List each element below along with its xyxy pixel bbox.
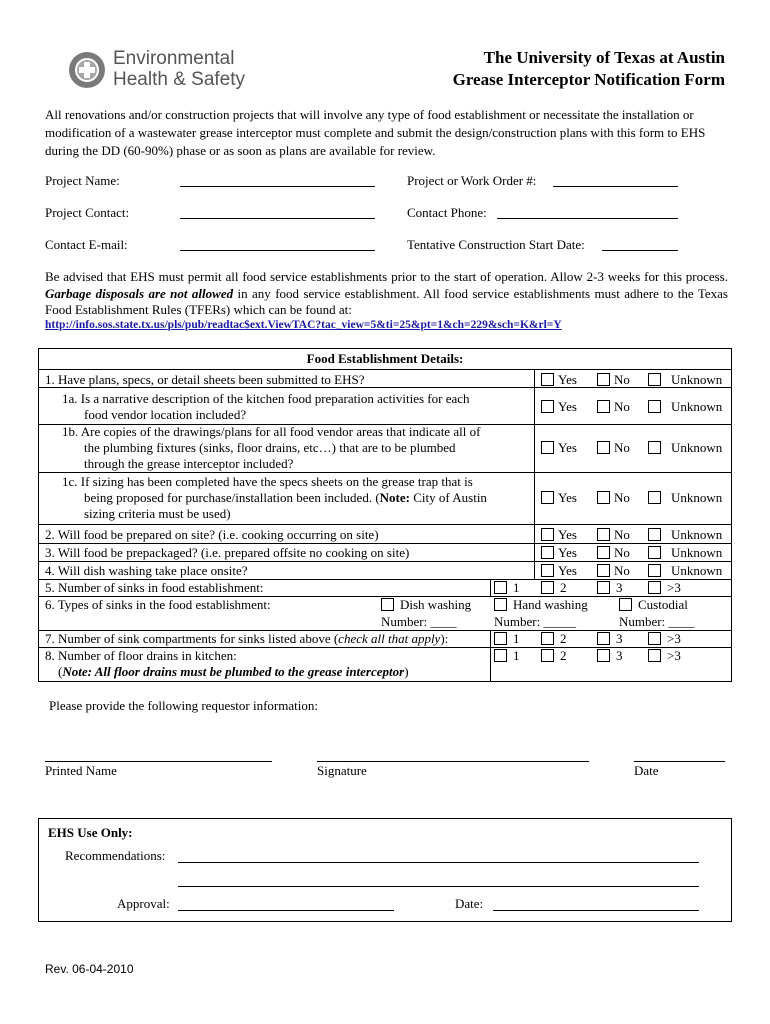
number-custodial[interactable]: Number: ____ bbox=[619, 614, 695, 629]
q3-unknown[interactable] bbox=[648, 545, 722, 561]
q5-opt-gt3[interactable] bbox=[648, 580, 681, 596]
yes-label: Yes bbox=[558, 527, 577, 542]
page-title-2: Grease Interceptor Notification Form bbox=[452, 70, 725, 89]
checkbox-icon[interactable] bbox=[597, 491, 610, 504]
checkbox-icon[interactable] bbox=[494, 598, 507, 611]
hand-washing-label: Hand washing bbox=[513, 597, 588, 612]
q1a-no[interactable] bbox=[597, 399, 630, 415]
checkbox-icon[interactable] bbox=[541, 441, 554, 454]
checkbox-icon[interactable] bbox=[597, 546, 610, 559]
no-label: No bbox=[614, 399, 630, 414]
question-7 bbox=[45, 631, 448, 647]
advisory-part2: in any food service establishment. All food service establishments must adhere to the Texas Food Establishment Rules (TFERs) which can be found at: bbox=[45, 285, 728, 317]
q8-opt-gt3[interactable] bbox=[648, 648, 681, 664]
logo-line-2: Health & Safety bbox=[113, 69, 246, 90]
unknown-label: Unknown bbox=[671, 545, 723, 560]
checkbox-icon[interactable] bbox=[648, 632, 661, 645]
q1a-unknown[interactable] bbox=[648, 399, 722, 415]
no-label: No bbox=[614, 372, 630, 387]
contact-phone-label: Contact Phone: bbox=[407, 205, 487, 220]
q8-opt-1[interactable] bbox=[494, 648, 520, 664]
q8-note-open: ( bbox=[58, 664, 63, 679]
question-6: 6. Types of sinks in the food establishment: bbox=[45, 597, 271, 612]
question-2: 2. Will food be prepared on site? (i.e. cooking occurring on site) bbox=[45, 527, 379, 542]
q4-yes[interactable] bbox=[541, 563, 577, 579]
sink-type-hand[interactable] bbox=[494, 597, 588, 613]
unknown-label: Unknown bbox=[671, 372, 723, 387]
start-date-input[interactable] bbox=[602, 250, 678, 251]
checkbox-icon[interactable] bbox=[494, 649, 507, 662]
yes-label: Yes bbox=[558, 399, 577, 414]
unknown-label: Unknown bbox=[671, 399, 723, 414]
project-order-input[interactable] bbox=[553, 186, 678, 187]
question-3: 3. Will food be prepackaged? (i.e. prepared offsite no cooking on site) bbox=[45, 545, 410, 560]
advisory-warning: Garbage disposals are not allowed bbox=[45, 285, 234, 301]
count-label: 2 bbox=[560, 580, 567, 595]
number-hand[interactable]: Number: _____ bbox=[494, 614, 576, 629]
recommendations-input-2[interactable] bbox=[178, 886, 699, 887]
q1-yes[interactable] bbox=[541, 372, 577, 388]
count-label: 1 bbox=[513, 648, 520, 663]
q2-no[interactable] bbox=[597, 527, 630, 543]
checkbox-icon[interactable] bbox=[597, 400, 610, 413]
q1a-yes[interactable] bbox=[541, 399, 577, 415]
checkbox-icon[interactable] bbox=[648, 581, 661, 594]
checkbox-icon[interactable] bbox=[597, 581, 610, 594]
unknown-label: Unknown bbox=[671, 563, 723, 578]
count-label: 3 bbox=[616, 648, 623, 663]
checkbox-icon[interactable] bbox=[597, 441, 610, 454]
q7-opt-gt3[interactable] bbox=[648, 631, 681, 647]
tfer-link[interactable]: http://info.sos.state.tx.us/pls/pub/readtac$ext.ViewTAC?tac_view=5&ti=25&pt=1&ch=229&sch=K&rl=Y bbox=[45, 319, 562, 331]
yes-label: Yes bbox=[558, 563, 577, 578]
checkbox-icon[interactable] bbox=[541, 400, 554, 413]
question-5: 5. Number of sinks in food establishment: bbox=[45, 580, 264, 595]
checkbox-icon[interactable] bbox=[597, 632, 610, 645]
q1c-no[interactable] bbox=[597, 490, 630, 506]
checkbox-icon[interactable] bbox=[494, 632, 507, 645]
contact-phone-input[interactable] bbox=[497, 218, 678, 219]
q1-no[interactable] bbox=[597, 372, 630, 388]
checkbox-icon[interactable] bbox=[541, 528, 554, 541]
custodial-label: Custodial bbox=[638, 597, 688, 612]
count-label: >3 bbox=[667, 648, 681, 663]
checkbox-icon[interactable] bbox=[541, 373, 554, 386]
project-contact-input[interactable] bbox=[180, 218, 375, 219]
yes-label: Yes bbox=[558, 490, 577, 505]
unknown-label: Unknown bbox=[671, 440, 723, 455]
yes-label: Yes bbox=[558, 440, 577, 455]
approval-label: Approval: bbox=[117, 896, 170, 911]
question-4: 4. Will dish washing take place onsite? bbox=[45, 563, 248, 578]
checkbox-icon[interactable] bbox=[648, 441, 661, 454]
checkbox-icon[interactable] bbox=[619, 598, 632, 611]
signature-label: Signature bbox=[317, 763, 367, 778]
q1c-text-a: being proposed for purchase/installation been included. ( bbox=[84, 490, 380, 505]
q2-yes[interactable] bbox=[541, 527, 577, 543]
question-1b-line3: through the grease interceptor included? bbox=[84, 456, 294, 471]
checkbox-icon[interactable] bbox=[597, 528, 610, 541]
project-contact-label: Project Contact: bbox=[45, 205, 130, 220]
q5-opt-2[interactable] bbox=[541, 580, 567, 596]
revision-date: Rev. 06-04-2010 bbox=[45, 962, 134, 976]
printed-name-label: Printed Name bbox=[45, 763, 117, 778]
no-label: No bbox=[614, 545, 630, 560]
q8-opt-2[interactable] bbox=[541, 648, 567, 664]
checkbox-icon[interactable] bbox=[597, 373, 610, 386]
tfer-link-wrap bbox=[45, 319, 562, 331]
q5-opt-1[interactable] bbox=[494, 580, 520, 596]
count-label: >3 bbox=[667, 631, 681, 646]
q5-opt-3[interactable] bbox=[597, 580, 623, 596]
checkbox-icon[interactable] bbox=[648, 546, 661, 559]
count-label: 3 bbox=[616, 631, 623, 646]
count-label: 3 bbox=[616, 580, 623, 595]
q8-note-text: Note: All floor drains must be plumbed to the grease interceptor bbox=[62, 664, 405, 679]
count-label: 2 bbox=[560, 648, 567, 663]
no-label: No bbox=[614, 490, 630, 505]
ehs-title: EHS Use Only: bbox=[48, 825, 133, 840]
yes-label: Yes bbox=[558, 372, 577, 387]
checkbox-icon[interactable] bbox=[648, 528, 661, 541]
question-1b-line2: the plumbing fixtures (sinks, floor drains, etc…) that are to be plumbed bbox=[84, 440, 456, 455]
q8-note-close: ) bbox=[404, 664, 409, 679]
q2-unknown[interactable] bbox=[648, 527, 722, 543]
signature-input[interactable] bbox=[317, 761, 589, 762]
q3-no[interactable] bbox=[597, 545, 630, 561]
checkbox-icon[interactable] bbox=[597, 564, 610, 577]
count-label: 1 bbox=[513, 580, 520, 595]
printed-name-input[interactable] bbox=[45, 761, 272, 762]
project-name-input[interactable] bbox=[180, 186, 375, 187]
q7-text-a: 7. Number of sink compartments for sinks listed above ( bbox=[45, 631, 339, 646]
checkbox-icon[interactable] bbox=[541, 581, 554, 594]
q1c-note: Note: bbox=[379, 490, 410, 505]
q3-yes[interactable] bbox=[541, 545, 577, 561]
checkbox-icon[interactable] bbox=[541, 649, 554, 662]
contact-email-label: Contact E-mail: bbox=[45, 237, 128, 252]
question-1c-line1: 1c. If sizing has been completed have the specs sheets on the grease trap that is bbox=[62, 474, 473, 489]
checkbox-icon[interactable] bbox=[648, 649, 661, 662]
q1b-yes[interactable] bbox=[541, 440, 577, 456]
approval-input[interactable] bbox=[178, 910, 394, 911]
ehs-date-input[interactable] bbox=[493, 910, 699, 911]
checkbox-icon[interactable] bbox=[541, 632, 554, 645]
q7-opt-3[interactable] bbox=[597, 631, 623, 647]
ehs-logo bbox=[66, 49, 286, 93]
advisory-paragraph bbox=[45, 269, 728, 319]
intro-paragraph: All renovations and/or construction projects that will involve any type of food establishment or necessitate the installation or modification of a wastewater grease interceptor must complete and submit the design/construction plans with this form to EHS during the DD (60-90%) phase or as soon as plans are available for review. bbox=[45, 107, 706, 158]
q4-no[interactable] bbox=[597, 563, 630, 579]
checkbox-icon[interactable] bbox=[381, 598, 394, 611]
question-1c-line3: sizing criteria must be used) bbox=[84, 506, 231, 521]
unknown-label: Unknown bbox=[671, 527, 723, 542]
no-label: No bbox=[614, 527, 630, 542]
project-order-label: Project or Work Order #: bbox=[407, 173, 537, 188]
q1c-text-b: City of Austin bbox=[410, 490, 487, 505]
sink-type-dish[interactable] bbox=[381, 597, 471, 613]
date-label: Date bbox=[634, 763, 659, 778]
q1b-unknown[interactable] bbox=[648, 440, 722, 456]
question-8-note bbox=[58, 664, 409, 680]
number-dish[interactable]: Number: ____ bbox=[381, 614, 457, 629]
question-1a-line1: 1a. Is a narrative description of the kitchen food preparation activities for each bbox=[62, 391, 470, 406]
project-name-label: Project Name: bbox=[45, 173, 120, 188]
page-title-1: The University of Texas at Austin bbox=[483, 48, 725, 67]
no-label: No bbox=[614, 563, 630, 578]
count-label: >3 bbox=[667, 580, 681, 595]
q4-unknown[interactable] bbox=[648, 563, 722, 579]
date-input[interactable] bbox=[634, 761, 725, 762]
checkbox-icon[interactable] bbox=[541, 564, 554, 577]
sink-type-custodial[interactable] bbox=[619, 597, 688, 613]
q1-unknown[interactable] bbox=[648, 372, 722, 388]
count-label: 2 bbox=[560, 631, 567, 646]
dish-washing-label: Dish washing bbox=[400, 597, 472, 612]
checkbox-icon[interactable] bbox=[597, 649, 610, 662]
requestor-prompt: Please provide the following requestor information: bbox=[49, 698, 318, 713]
logo-line-1: Environmental bbox=[113, 48, 235, 69]
question-1b-line1: 1b. Are copies of the drawings/plans for all food vendor areas that indicate all of bbox=[62, 424, 481, 439]
checkbox-icon[interactable] bbox=[648, 400, 661, 413]
q7-text-b: ): bbox=[440, 631, 449, 646]
question-8: 8. Number of floor drains in kitchen: bbox=[45, 648, 237, 663]
question-1c-line2 bbox=[84, 490, 487, 506]
start-date-label: Tentative Construction Start Date: bbox=[407, 237, 585, 252]
checkbox-icon[interactable] bbox=[494, 581, 507, 594]
q1c-unknown[interactable] bbox=[648, 490, 722, 506]
q8-opt-3[interactable] bbox=[597, 648, 623, 664]
table-title: Food Establishment Details: bbox=[306, 351, 464, 366]
checkbox-icon[interactable] bbox=[648, 491, 661, 504]
recommendations-input[interactable] bbox=[178, 862, 699, 863]
checkbox-icon[interactable] bbox=[648, 373, 661, 386]
contact-email-input[interactable] bbox=[180, 250, 375, 251]
q7-opt-1[interactable] bbox=[494, 631, 520, 647]
ehs-logo-icon bbox=[68, 51, 106, 89]
q7-italic: check all that apply bbox=[338, 631, 441, 646]
no-label: No bbox=[614, 440, 630, 455]
advisory-part1: Be advised that EHS must permit all food service establishments prior to the start of operation. Allow 2-3 weeks for this process. bbox=[45, 269, 728, 284]
checkbox-icon[interactable] bbox=[541, 491, 554, 504]
question-1: 1. Have plans, specs, or detail sheets been submitted to EHS? bbox=[45, 372, 365, 387]
checkbox-icon[interactable] bbox=[541, 546, 554, 559]
yes-label: Yes bbox=[558, 545, 577, 560]
q7-opt-2[interactable] bbox=[541, 631, 567, 647]
count-label: 1 bbox=[513, 631, 520, 646]
recommendations-label: Recommendations: bbox=[65, 848, 166, 863]
checkbox-icon[interactable] bbox=[648, 564, 661, 577]
unknown-label: Unknown bbox=[671, 490, 723, 505]
q1c-yes[interactable] bbox=[541, 490, 577, 506]
q1b-no[interactable] bbox=[597, 440, 630, 456]
question-1a-line2: food vendor location included? bbox=[84, 407, 247, 422]
ehs-date-label: Date: bbox=[455, 896, 484, 911]
